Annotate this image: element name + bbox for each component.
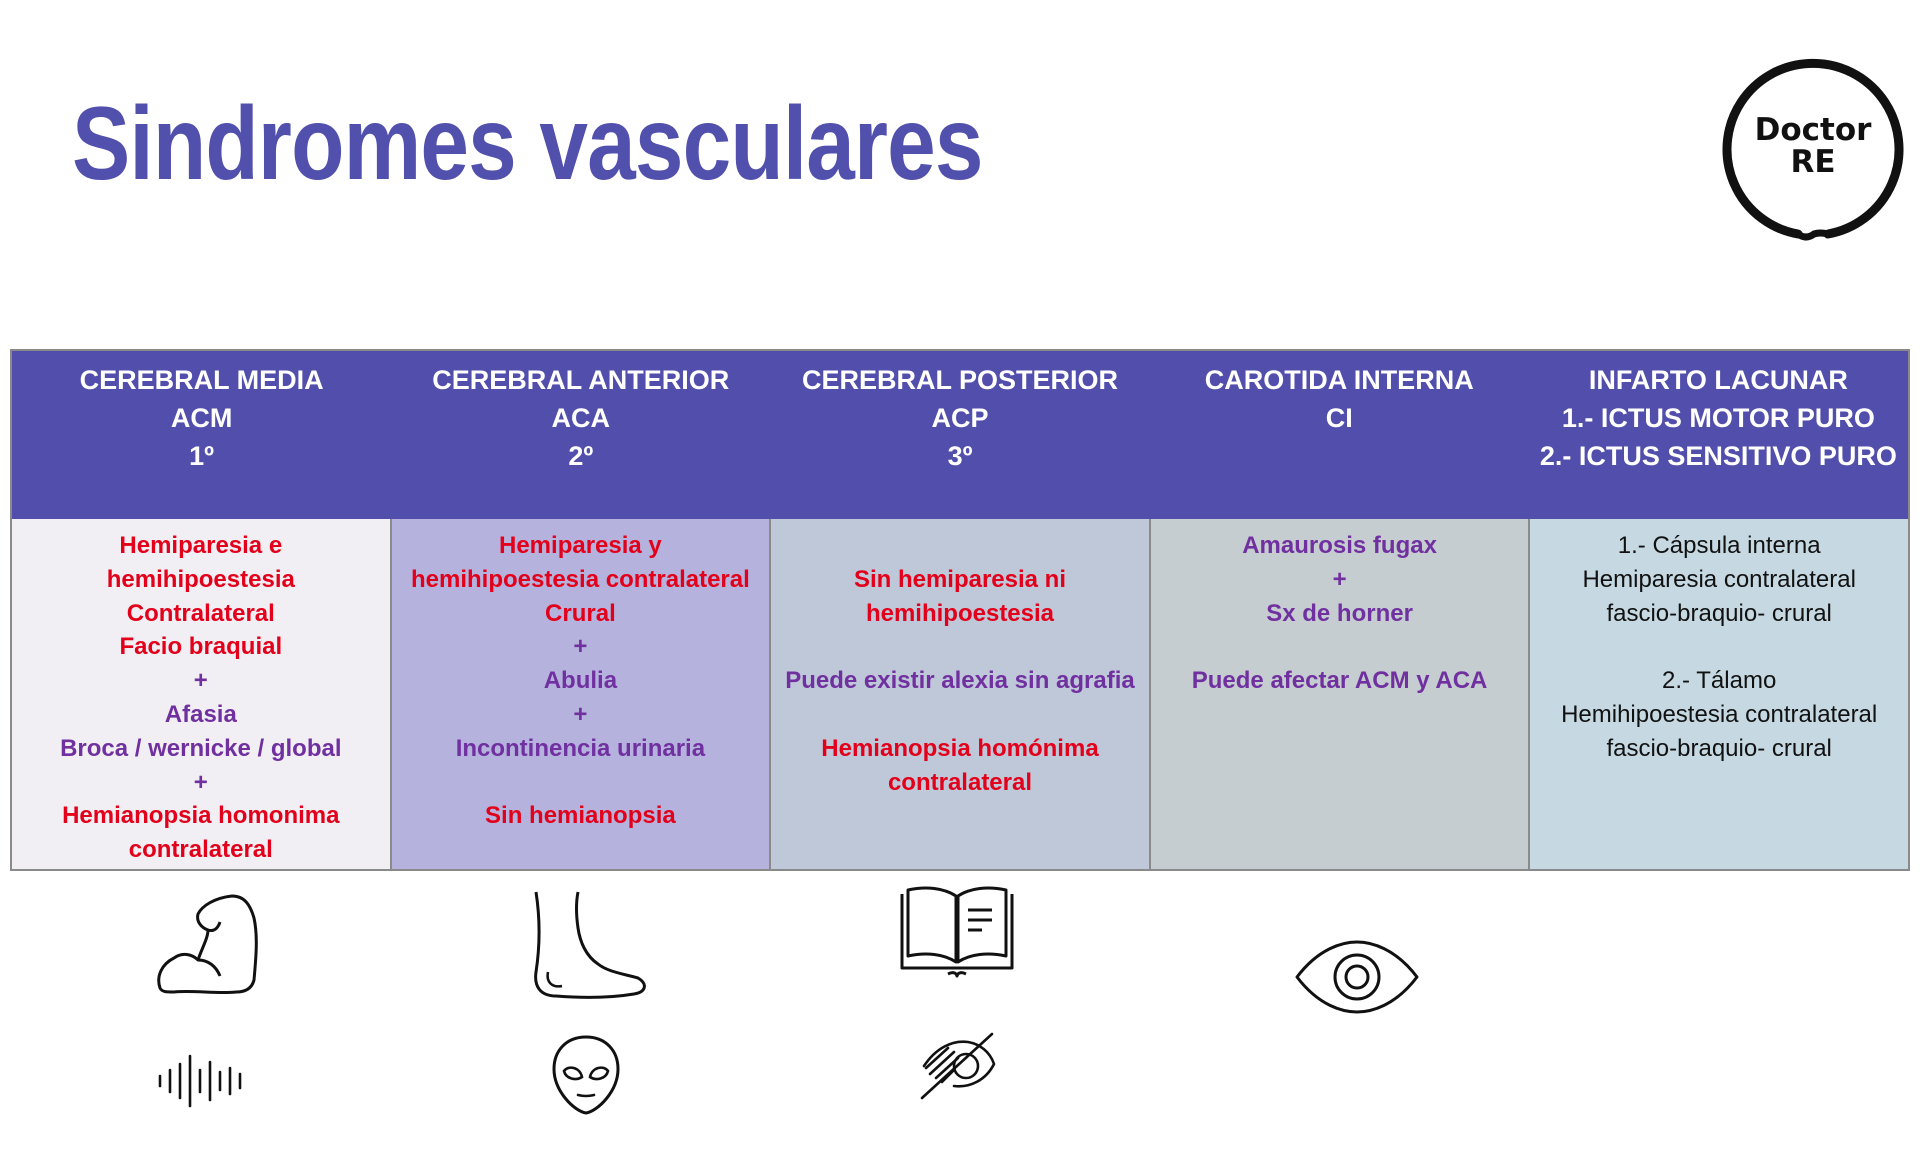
header-line: CEREBRAL ANTERIOR [432, 365, 730, 395]
header-line: CEREBRAL POSTERIOR [801, 365, 1119, 395]
cell-text-line: Hemihipoestesia contralateral [1561, 700, 1878, 728]
header-cell-acp [770, 351, 1149, 519]
cell-text-line: Afasia [164, 700, 237, 728]
cell-text-line: 1.- Cápsula interna [1617, 532, 1821, 559]
cell-text-line [1530, 630, 1908, 664]
cell-text-line: Hemiparesia contralateral [1582, 565, 1856, 593]
doctor-re-logo [1718, 56, 1908, 246]
hidden-eye-icon [918, 1030, 998, 1102]
cell-text-line: + [573, 633, 588, 661]
header-line: ACM [170, 403, 233, 433]
table-body-row [12, 519, 1908, 869]
cell-text-line: fascio-braquio- crural [1606, 599, 1832, 627]
cell-text-line: hemihipoestesia [865, 599, 1055, 627]
header-line: INFARTO LACUNAR [1588, 365, 1848, 395]
cell-text-line [392, 766, 770, 800]
cell-text-line: contralateral [887, 768, 1033, 796]
cell-text-line [1151, 630, 1529, 664]
cell-text-line: fascio-braquio- crural [1606, 734, 1832, 762]
cell-text-line: Hemianopsia homónima [821, 734, 1099, 762]
header-cell-acm [12, 351, 391, 519]
logo-line-2: RE [1790, 144, 1836, 180]
cell-text-line [771, 529, 1149, 563]
cell-text-line: Facio braquial [119, 633, 283, 661]
cell-text-line: Sin hemiparesia ni [853, 565, 1067, 593]
cell-text-line: hemihipoestesia contralateral [410, 565, 750, 593]
cell-text-line: Puede existir alexia sin agrafia [785, 667, 1135, 695]
cell-text-line: Abulia [543, 667, 618, 695]
vascular-syndromes-table [10, 349, 1910, 871]
cell-text-line: Amaurosis fugax [1242, 532, 1437, 559]
cell-text-line: Broca / wernicke / global [60, 734, 342, 762]
header-line: 1.- ICTUS MOTOR PURO [1561, 403, 1875, 433]
cell-text-line: + [193, 768, 208, 796]
header-line: CEREBRAL MEDIA [79, 365, 324, 395]
cell-text-line: Sx de horner [1266, 599, 1413, 627]
flexed-bicep-icon [152, 888, 262, 998]
cell-text-line: Hemiparesia e [119, 532, 283, 559]
foot-icon [526, 888, 648, 1002]
cell-text-line: + [1332, 565, 1347, 593]
header-line: ACP [931, 403, 989, 433]
header-cell-aca [391, 351, 770, 519]
cell-text-line: Puede afectar ACM y ACA [1191, 667, 1488, 695]
cell-text-line: Sin hemianopsia [485, 802, 676, 830]
body-cell-acm [12, 519, 392, 869]
cell-text-line: Incontinencia urinaria [455, 734, 706, 762]
cell-text-line: 2.- Tálamo [1662, 667, 1777, 695]
alien-face-icon [550, 1033, 622, 1117]
header-cell-ci [1150, 351, 1529, 519]
cell-text-line: contralateral [128, 836, 273, 864]
cell-text-line: + [573, 700, 588, 728]
header-line: 2º [568, 441, 594, 471]
cell-text-line [771, 698, 1149, 732]
cell-text-line: Crural [545, 599, 616, 627]
table-header-row [12, 351, 1908, 519]
header-line: CI [1325, 403, 1353, 433]
header-line: 3º [947, 441, 973, 471]
body-cell-ci [1151, 519, 1531, 869]
header-line: ACA [551, 403, 611, 433]
sound-wave-icon [158, 1050, 250, 1112]
page-title: Sindromes vasculares [72, 86, 983, 202]
eye-icon [1293, 940, 1421, 1014]
cell-text-line: + [193, 667, 208, 695]
cell-text-line [771, 630, 1149, 664]
open-book-icon [898, 880, 1016, 982]
cell-text-line: Hemiparesia y [499, 532, 662, 559]
cell-text-line: Contralateral [126, 599, 275, 627]
logo-line-1: Doctor [1754, 112, 1872, 148]
cell-text-line: Hemianopsia homonima [62, 802, 340, 830]
header-line: 2.- ICTUS SENSITIVO PURO [1539, 441, 1897, 471]
cell-text-line: hemihipoestesia [106, 565, 295, 593]
body-cell-lacunar [1530, 519, 1908, 869]
header-cell-lacunar [1529, 351, 1908, 519]
header-line: 1º [189, 441, 215, 471]
header-line: CAROTIDA INTERNA [1204, 365, 1474, 395]
body-cell-acp [771, 519, 1151, 869]
body-cell-aca [392, 519, 772, 869]
